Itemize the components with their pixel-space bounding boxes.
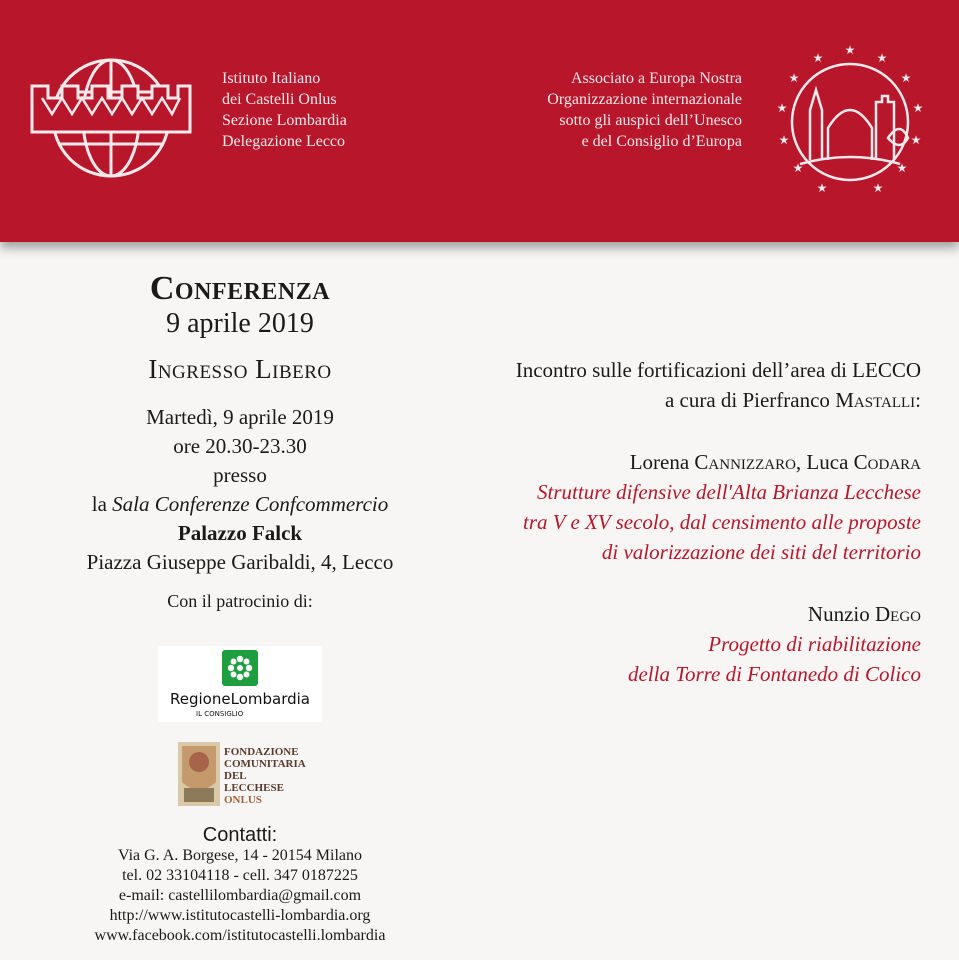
talk1-speakers: [401, 447, 921, 477]
event-details: [40, 270, 440, 612]
contact-phone: tel. 02 33104118 - cell. 347 0187225: [122, 867, 358, 884]
event-date: 9 aprile 2019: [166, 308, 314, 339]
svg-text:★: ★: [912, 101, 924, 115]
program-intro: Incontro sulle fortificazioni dell’area di LECCO: [515, 358, 921, 382]
svg-text:★: ★: [776, 101, 788, 115]
venue-building: Palazzo Falck: [177, 521, 303, 545]
association-line: sotto gli auspici dell’Unesco: [559, 112, 742, 129]
regione-sub: IL CONSIGLIO: [196, 710, 244, 718]
event-day: Martedì, 9 aprile 2019: [146, 405, 334, 429]
fondazione-painting-icon: [178, 742, 220, 806]
association-text: [547, 68, 742, 152]
contact-email[interactable]: e-mail: castellilombardia@gmail.com: [118, 887, 362, 904]
program: [401, 355, 921, 689]
talk1-title-line: di valorizzazione dei siti del territorio: [601, 540, 921, 564]
fondazione-line: FONDAZIONE: [224, 746, 299, 758]
svg-text:★: ★: [900, 71, 912, 85]
regione-lombardia-rose-icon: [222, 650, 258, 686]
fondazione-line: COMUNITARIA: [224, 758, 306, 770]
header-banner: [0, 0, 959, 242]
europa-nostra-logo-icon: [770, 40, 930, 200]
institute-line: Istituto Italiano: [222, 70, 321, 87]
fondazione-line: ONLUS: [224, 794, 262, 806]
contacts-title: Contatti:: [202, 824, 278, 846]
speaker-last-name: Codara: [853, 450, 921, 474]
curator-suffix: :: [915, 388, 921, 412]
contact-facebook[interactable]: www.facebook.com/istitutocastelli.lombardia: [94, 927, 386, 944]
speaker-last-name: Dego: [875, 602, 921, 626]
talk2-title-line: Progetto di riabilitazione: [708, 632, 921, 656]
svg-text:★: ★: [792, 161, 804, 175]
speaker-first-name: Nunzio: [807, 602, 875, 626]
speaker-last-name: Cannizzaro: [694, 450, 796, 474]
svg-text:★: ★: [778, 133, 790, 147]
association-line: Associato a Europa Nostra: [570, 70, 742, 87]
curator-name: Mastalli: [835, 388, 916, 412]
association-line: Organizzazione internazionale: [547, 91, 742, 108]
talk1-title-line: Strutture difensive dell'Alta Brianza Lecchese: [537, 480, 921, 504]
venue-address: Piazza Giuseppe Garibaldi, 4, Lecco: [86, 550, 394, 574]
venue-prefix: la: [91, 492, 113, 516]
svg-text:★: ★: [812, 51, 824, 65]
program-curator: [401, 385, 921, 415]
institute-line: Sezione Lombardia: [222, 112, 347, 129]
venue-hall: [40, 490, 440, 519]
fondazione-logo: [178, 742, 306, 808]
svg-text:★: ★: [788, 71, 800, 85]
event-title: Conferenza: [149, 270, 331, 307]
svg-text:★: ★: [910, 133, 922, 147]
presso-text: presso: [213, 463, 267, 487]
institute-line: Delegazione Lecco: [222, 133, 346, 150]
event-time: ore 20.30-23.30: [173, 434, 307, 458]
contact-address: Via G. A. Borgese, 14 - 20154 Milano: [117, 847, 363, 864]
svg-text:★: ★: [896, 161, 908, 175]
speaker-separator: , Luca: [795, 450, 854, 474]
venue-hall-name: Sala Conferenze Confcommercio: [112, 492, 389, 516]
patronage-label: Con il patrocinio di:: [167, 591, 313, 611]
svg-text:★: ★: [872, 181, 884, 195]
talk2-speaker: [401, 599, 921, 629]
entry-label: Ingresso Libero: [148, 354, 332, 384]
svg-text:★: ★: [844, 43, 856, 57]
globe-castle-logo-icon: [28, 52, 194, 184]
regione-name: RegioneLombardia: [170, 690, 310, 708]
speaker-first-name: Lorena: [629, 450, 695, 474]
association-line: e del Consiglio d’Europa: [581, 133, 742, 150]
contact-website[interactable]: http://www.istitutocastelli-lombardia.org: [109, 907, 371, 924]
curator-prefix: a cura di Pierfranco: [664, 388, 836, 412]
institute-line: dei Castelli Onlus: [222, 91, 337, 108]
talk2-title-line: della Torre di Fontanedo di Colico: [627, 662, 921, 686]
fondazione-line: DEL LECCHESE: [224, 770, 284, 794]
svg-text:★: ★: [816, 181, 828, 195]
talk1-title-line: tra V e XV secolo, dal censimento alle proposte: [523, 510, 921, 534]
contacts-block: [40, 824, 440, 946]
svg-text:★: ★: [876, 51, 888, 65]
regione-lombardia-logo: [158, 646, 322, 722]
institute-text: [222, 68, 347, 152]
